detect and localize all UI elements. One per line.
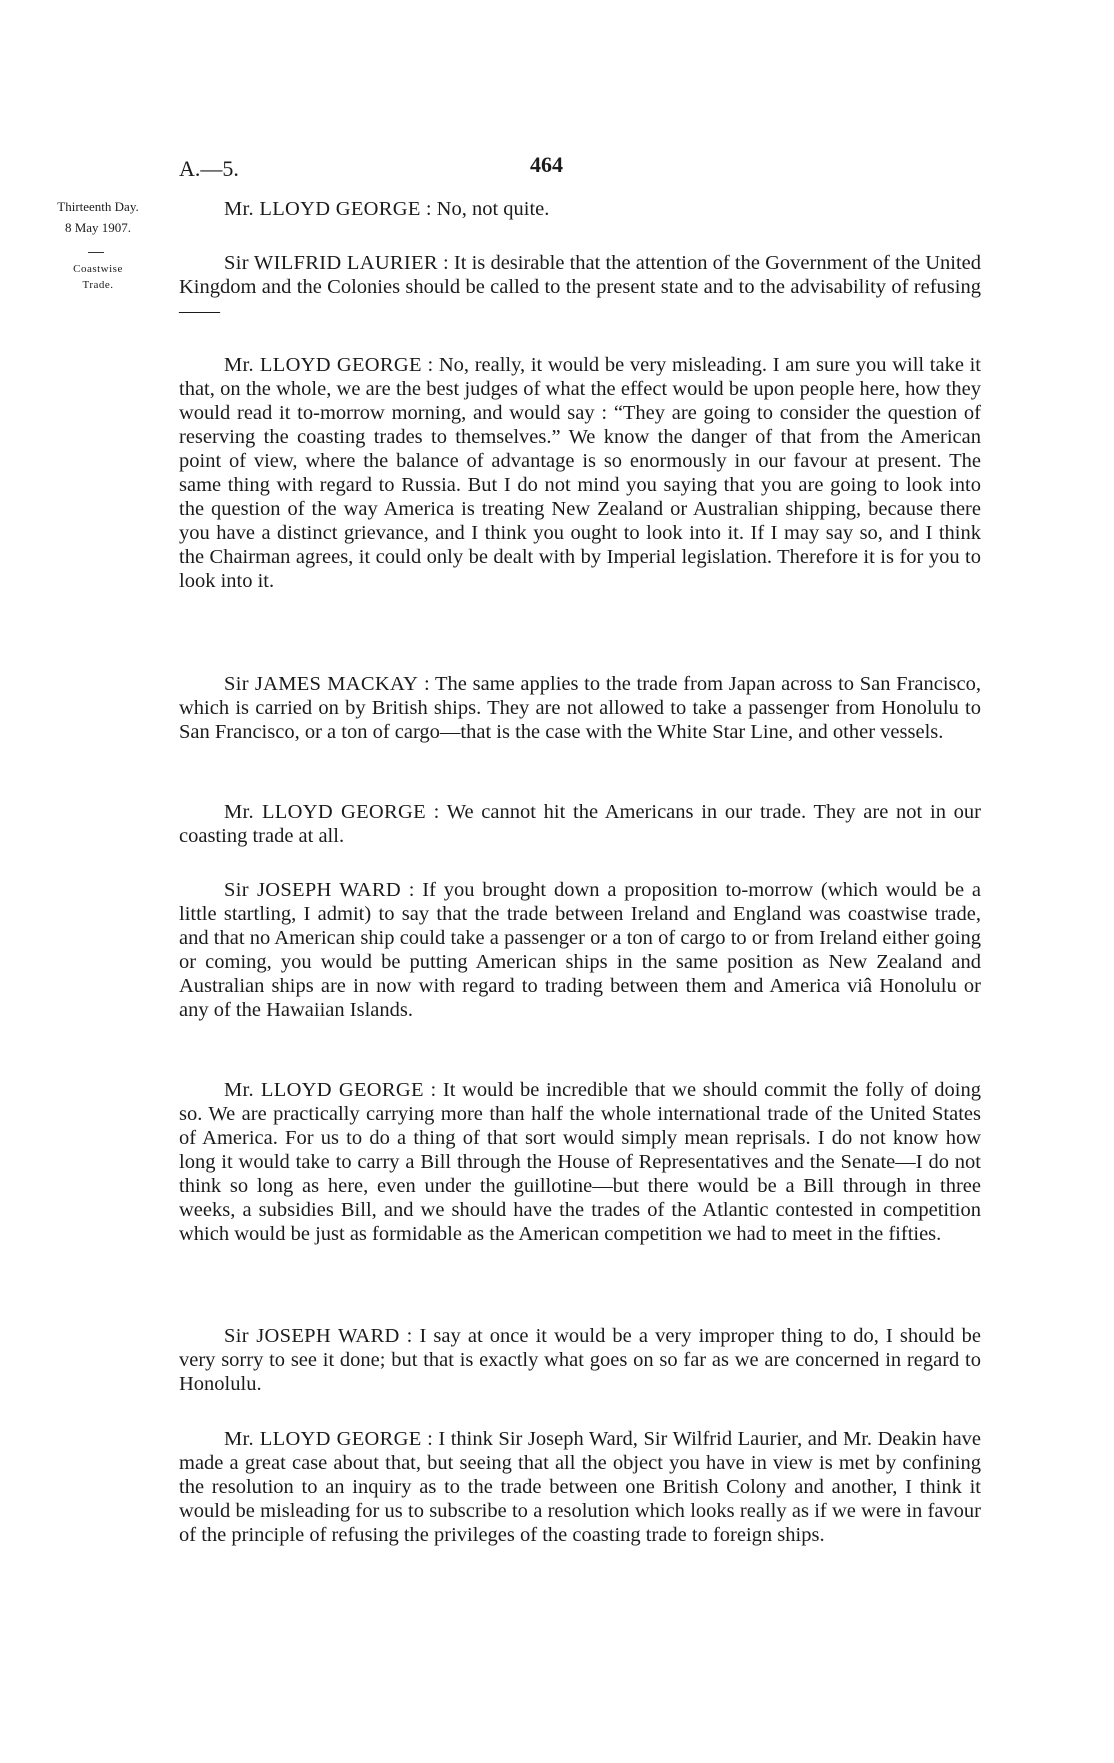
margin-topic-line1: Coastwise <box>73 263 123 275</box>
speech-5 <box>179 800 981 848</box>
speech-1 <box>179 197 981 221</box>
speech-text: : The same applies to the trade from Japan across to San Francisco, which is carried on by British ships. They are not allowed to take a passenger from Honolulu to San Francisco, or a ton of cargo—that is the case with the White Star Line, and other vessels. <box>179 673 981 743</box>
speaker-name: Mr. LLOYD GEORGE <box>224 198 421 220</box>
speech-4 <box>179 672 981 744</box>
speech-text: : No, not quite. <box>425 198 550 220</box>
speech-9 <box>179 1427 981 1547</box>
speech-text: : It is desirable that the attention of the Government of the United Kingdom and the Colonies should be called to the present state and to the advisability of refusing—— <box>179 252 982 322</box>
speaker-name: Sir JOSEPH WARD <box>224 1325 400 1347</box>
speaker-name: Sir JOSEPH WARD <box>224 879 401 901</box>
margin-divider <box>88 252 104 253</box>
speech-7 <box>179 1078 981 1246</box>
speaker-name: Mr. LLOYD GEORGE <box>224 1428 422 1450</box>
margin-day: Thirteenth Day. <box>57 199 139 214</box>
speech-text: : No, really, it would be very misleading. I am sure you will take it that, on the whole, we are the best judges of what the effect would be upon people here, how they would read it to-morrow morning, and would say : “They are going to consider the question of reserving the coasting trades to themselves.” We know the danger of that from the American point of view, where the balance of advantage is so enormously in our favour at present. The same thing with regard to Russia. But I do not mind you saying that you are going to look into the question of the way America is treating New Zealand or Australian shipping, because there you have a distinct grievance, and I think you ought to look into it. If I may say so, and I think the Chairman agrees, it could only be dealt with by Imperial legislation. Therefore it is for you to look into it. <box>179 354 982 592</box>
speech-text: : We cannot hit the Americans in our trade. They are not in our coasting trade at all. <box>179 801 982 847</box>
speech-text: : I think Sir Joseph Ward, Sir Wilfrid Laurier, and Mr. Deakin have made a great case about that, but seeing that all the object you have in view is met by confining the resolution to an inquiry as to the trade between one British Colony and another, I think it would be misleading for us to subscribe to a resolution which looks really as if we were in favour of the principle of refusing the privileges of the coasting trade to foreign ships. <box>179 1428 982 1546</box>
page-number: 464 <box>530 152 563 177</box>
speaker-name: Mr. LLOYD GEORGE <box>224 1079 424 1101</box>
speech-2 <box>179 251 981 323</box>
speech-text: : I say at once it would be a very improper thing to do, I should be very sorry to see it done; but that is exactly what goes on so far as we are concerned in regard to Honolulu. <box>179 1325 982 1395</box>
margin-date: 8 May 1907. <box>64 220 132 235</box>
speech-3 <box>179 353 981 593</box>
speaker-name: Mr. LLOYD GEORGE <box>224 801 426 823</box>
speech-8 <box>179 1324 981 1396</box>
margin-topic-line2: Trade. <box>82 279 114 291</box>
speech-text: : If you brought down a proposition to-morrow (which would be a little startling, I admit) to say that the trade between Ireland and England was coastwise trade, and that no American ship could take a passenger or a ton of cargo to or from Ireland either going or coming, you would be putting American ships in the same position as New Zealand and Australian ships are in now with regard to trading between them and America viâ Honolulu or any of the Hawaiian Islands. <box>179 879 982 1021</box>
speaker-name: Sir JAMES MACKAY <box>224 673 419 695</box>
speech-6 <box>179 878 981 1022</box>
speaker-name: Mr. LLOYD GEORGE <box>224 354 422 376</box>
speaker-name: Sir WILFRID LAURIER <box>224 252 438 274</box>
speech-text: : It would be incredible that we should commit the folly of doing so. We are practically carrying more than half the whole international trade of the United States of America. For us to do a thing of that sort would simply mean reprisals. I do not know how long it would take to carry a Bill through the House of Representatives and the Senate—I do not think so long as here, even under the guillotine—but there would be a Bill through in three weeks, a subsidies Bill, and we should have the trades of the Atlantic contested in competition which would be just as formidable as the American competition we had to meet in the fifties. <box>179 1079 981 1245</box>
page-reference: A.—5. <box>179 156 239 181</box>
